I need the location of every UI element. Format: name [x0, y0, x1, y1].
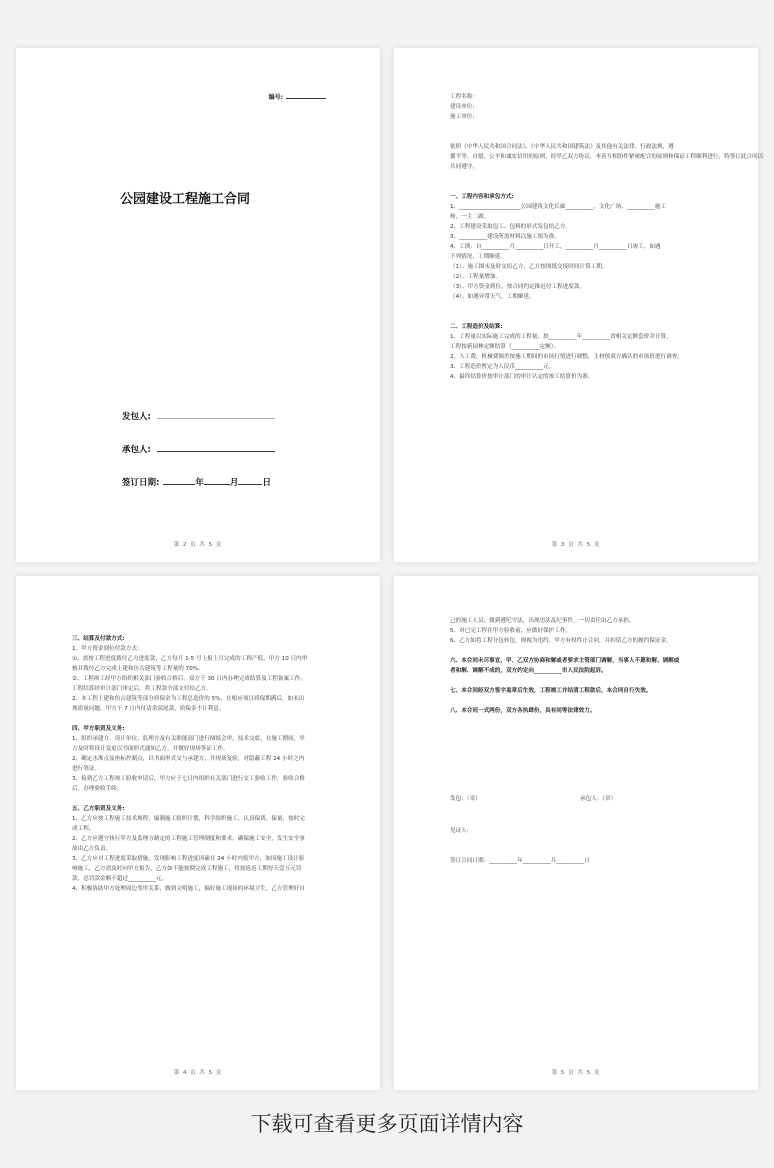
- text-line: [72, 794, 328, 804]
- page-footer: 第 4 页 共 5 页: [173, 1070, 223, 1076]
- text-line: 施工单位:: [450, 114, 475, 120]
- text-line: 5、对已完工程在甲方验收前，应做好保护工作。: [450, 628, 572, 634]
- year-label: 年: [195, 478, 204, 488]
- party-a-label: 发包人:: [122, 412, 151, 422]
- party-b-label: 承包人:: [122, 445, 151, 455]
- text-line: 款，总罚款金额不超过__________元。: [72, 876, 168, 882]
- section-heading: 六、本合同未尽事宜，甲、乙双方协商和解或者要求主管部门调解，当事人不愿和解、调解或: [450, 658, 680, 664]
- text-line: 己的施工人员，做到遵纪守法，出现违法乱纪事件，一切责任由乙方承担。: [450, 618, 635, 624]
- text-line: [450, 302, 706, 312]
- text-line: 4、积极协助甲方处理周边邻里关系，做到文明施工，搞好施工现场的环境卫生，乙方管理好自: [72, 886, 305, 892]
- party-b-blank: [157, 443, 275, 452]
- party-a-blank: [157, 410, 275, 419]
- sign-date-row: [122, 476, 271, 488]
- section-heading: 四、甲方职责及义务:: [72, 726, 125, 732]
- text-line: （4）、如遇异常天气，工期顺延。: [450, 294, 535, 300]
- text-line: 方及时将设计变更以书面形式通知乙方，并做好现场签证工作。: [72, 746, 229, 752]
- text-line: 循平等、自愿、公平和诚实信用的原则，经甲乙双方协议，本着互相协作紧密配合的原则和保证工程顺利进行，特签订此合同以: [450, 154, 764, 160]
- text-line: 2、本工程土建和仿古建筑等部分质保金为工程总造价的 5%，在相应项目质保期满后，如未出: [72, 696, 305, 702]
- text-line: 核并拨付乙方完成土建和仿古建筑等工程量的 70%。: [72, 666, 204, 672]
- section-heading: 八、本合同一式两份，双方各执肆份，具有同等法律效力。: [450, 708, 596, 714]
- text-line: [450, 182, 706, 192]
- sign-party-a: 发包：（章）: [450, 796, 481, 802]
- text-line: 工程结算经审计部门审定后，将工程款全部支付给乙方。: [72, 686, 212, 692]
- text-line: ①、需按工程进度拨付乙方进度款，乙方每月 1-5 号上报上月完成的工程产值，甲方 10 日内审: [72, 656, 308, 662]
- page-body: [450, 616, 706, 736]
- text-line: 共同遵守。: [450, 164, 478, 170]
- text-line: [450, 122, 706, 132]
- section-heading: 者和解、调解不成的，双方约定向__________市人民法院起诉。: [450, 668, 607, 674]
- text-line: [450, 726, 706, 736]
- text-line: 工程名称:: [450, 94, 475, 100]
- text-line: 1、______________________公园建筑文化长廊__________，文化广场，__________施工: [450, 204, 667, 210]
- text-line: [450, 716, 706, 726]
- text-line: 2、工程建设采取包工、包料的形式发包给乙方。: [450, 224, 572, 230]
- contract-title: 公园建设工程施工合同: [120, 192, 251, 207]
- text-line: 后，办理验收手续。: [72, 786, 123, 792]
- text-line: 响施工，乙方需及时向甲方报告，乙方如不能按期完成工程施工，将按延迟工期每天壹万元罚: [72, 866, 302, 872]
- text-line: 4、工期：自__________月__________日开工，__________月__________日竣工。如遇: [450, 244, 661, 250]
- contract-number: [269, 92, 326, 101]
- section-heading: 三、结算及付款方式:: [72, 636, 125, 642]
- contract-page-3: [394, 48, 764, 562]
- page-body: [450, 92, 764, 382]
- text-line: （1）、施工图未及时交给乙方，乙方按图纸交接时间计算工期。: [450, 264, 608, 270]
- month-label: 月: [229, 478, 239, 488]
- text-line: [450, 646, 706, 656]
- sign-contract-date: 签订合同日期：__________年__________月__________日: [450, 858, 590, 864]
- text-line: 下列情况，工期顺延。: [450, 254, 506, 260]
- text-line: 1、甲方资金到位付款方式:: [72, 646, 139, 652]
- party-b-row: [122, 443, 275, 455]
- text-line: （3）、甲方资金到位，按合同约定推迟付工程进度款。: [450, 284, 586, 290]
- text-line: 1、组织承建方、设计单位、监理方及有关职能部门进行图纸会审，技术交底，在施工期间，甲: [72, 736, 305, 742]
- section-heading: 七、本合同经双方签字盖章后生效，工程竣工并结清工程款后，本合同自行失效。: [450, 688, 652, 694]
- text-line: 进行签证。: [72, 766, 100, 772]
- section-heading: 五、乙方职责及义务:: [72, 806, 125, 812]
- party-a-row: [122, 410, 275, 422]
- contract-page-5: [394, 576, 758, 1090]
- text-line: [450, 132, 706, 142]
- day-blank: [238, 476, 262, 485]
- text-line: 杨，一主二副。: [450, 214, 490, 220]
- page-footer: 第 5 页 共 5 页: [551, 1070, 601, 1076]
- sign-date-label: 签订日期:: [122, 478, 160, 488]
- text-line: （2）、工程量增加。: [450, 274, 502, 280]
- text-line: 3、__________建设所需材料以施工图为准。: [450, 234, 560, 240]
- text-line: 工程按新园林定额结算（__________定额）。: [450, 344, 560, 350]
- text-line: 2、人工费、机械费调差按施工期间的市场行情进行调整，主材按双方确认的市场价进行调查。: [450, 354, 683, 360]
- text-line: 1、乙方应按工程施工技术规程，编制施工组织计划，科学组织施工，认真保质、保量、按时完: [72, 816, 305, 822]
- text-line: 3、接到乙方工程竣工验收申请后，甲方应于七日内组织有关部门进行交工验收工作，验收合格: [72, 776, 305, 782]
- text-line: ②、工程竣工经甲方组织相关部门验收合格后，双方于 30 日内办理完成结算及工程备案工作，: [72, 676, 306, 682]
- text-line: 3、工程造价暂定为人民币__________元。: [450, 364, 555, 370]
- contract-cover-page: [16, 48, 380, 562]
- contract-page-4: [16, 576, 380, 1090]
- text-line: [72, 714, 328, 724]
- page-footer: 第 2 页 共 5 页: [173, 542, 223, 548]
- text-line: 依照《中华人民共和国合同法》、《中华人民共和国建筑法》及其他有关法律、行政法规，遵: [450, 144, 674, 150]
- text-line: 2、乙方应遵守执行甲方及监理方制定的工程施工管理制度和要求，确保施工安全，发生安全事: [72, 836, 305, 842]
- text-line: 成工程。: [72, 826, 95, 832]
- contract-number-blank: [286, 92, 326, 99]
- text-line: 2、确定水准点及座标控制点，以书面形式交与承建方，并现场复验，对隐蔽工程 24 小时之内: [72, 756, 305, 762]
- download-caption: 下载可查看更多页面详情内容: [250, 1112, 524, 1136]
- text-line: 6、乙方如将工程分包转包，则视为违约，甲方有权终止合同，并扣留乙方的履约保证金。: [450, 638, 672, 644]
- text-line: 故由乙方负责。: [72, 846, 112, 852]
- text-line: 1、工程量以实际施工完成的工程量，按__________年__________省相关定额套价并计算，: [450, 334, 672, 340]
- year-blank: [163, 476, 195, 485]
- text-line: [450, 696, 706, 706]
- text-line: 3、乙方应对工程进度采取措施，发现影响工程进度因素在 24 小时内报甲方，如因施工设计影: [72, 856, 305, 862]
- text-line: 建设单位:: [450, 104, 475, 110]
- text-line: [450, 312, 706, 322]
- day-label: 日: [262, 478, 271, 488]
- text-line: [450, 676, 706, 686]
- month-blank: [204, 476, 230, 485]
- contract-number-label: 编号:: [268, 94, 283, 101]
- section-heading: 二、工程造价及结算:: [450, 324, 503, 330]
- page-body: [72, 634, 328, 894]
- text-line: 现质量问题，甲方于 7 日内付清余部尾款，质保金不计利息。: [72, 706, 225, 712]
- page-footer: 第 3 页 共 5 页: [551, 542, 601, 548]
- sign-party-b: 承包人：（章）: [580, 796, 617, 802]
- section-heading: 一、工程内容和承包方式:: [450, 194, 514, 200]
- witness-label: 见证人:: [450, 828, 469, 834]
- text-line: 4、最终结算价按审计部门的审计认定的竣工结算价为准。: [450, 374, 594, 380]
- text-line: [450, 172, 706, 182]
